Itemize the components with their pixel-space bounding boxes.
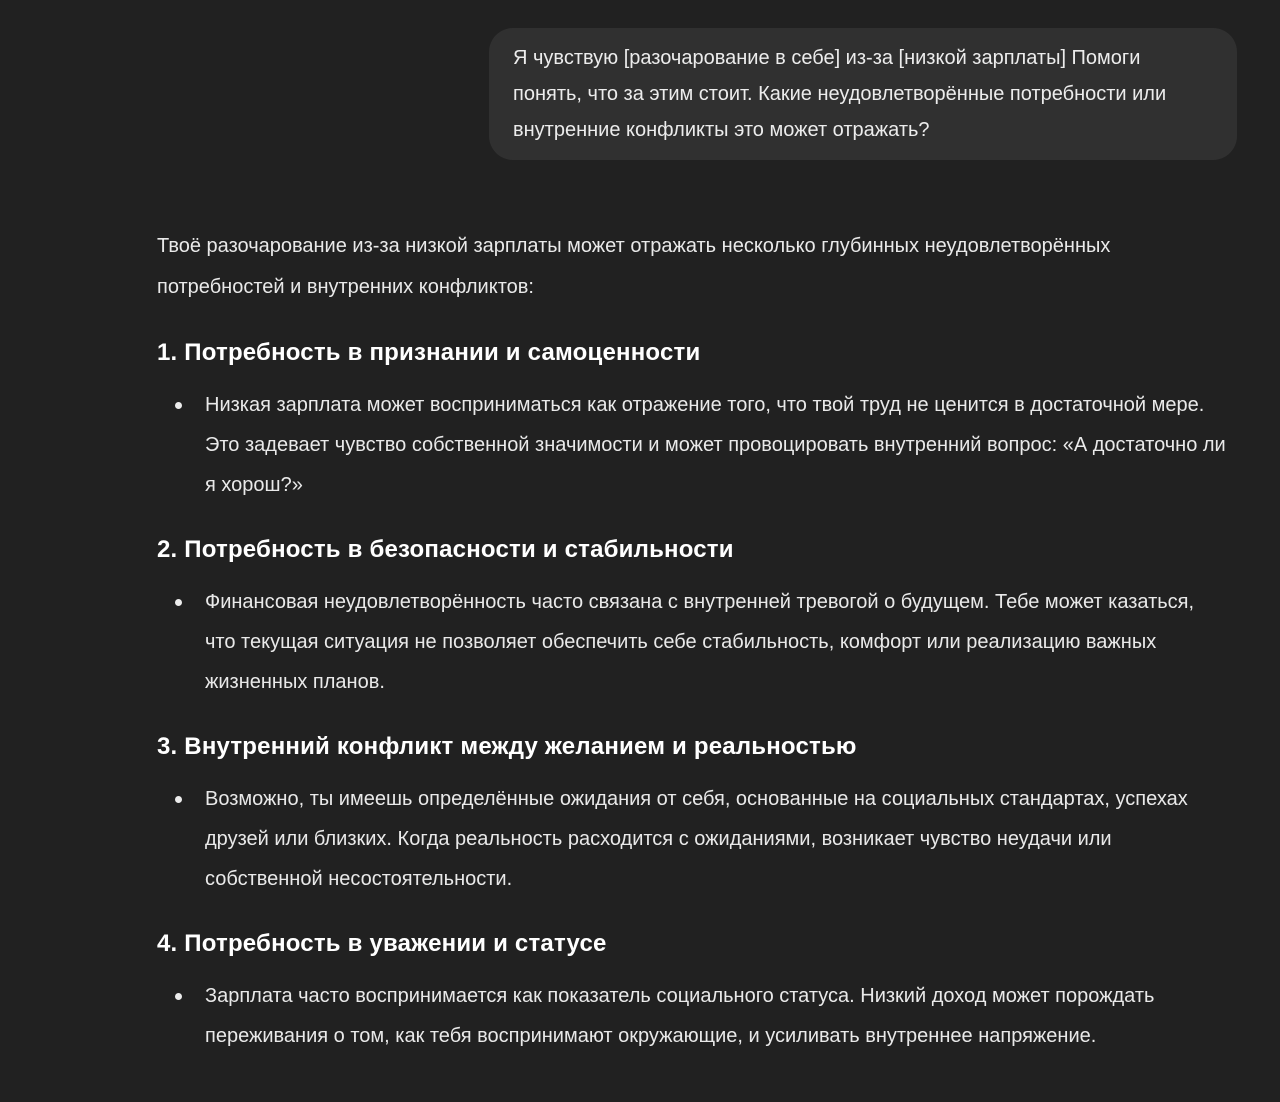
bullet-dot-icon xyxy=(175,599,182,606)
section-heading: 2. Потребность в безопасности и стабильности xyxy=(157,536,734,563)
bullet-list xyxy=(157,582,1230,702)
user-message-text: Я чувствую [разочарование в себе] из-за [низкой зарплаты] Помоги понять, что за этим стоит. Какие неудовлетворённые потребности или внутренние конфликты это может отражать? xyxy=(513,47,1167,141)
list-item xyxy=(157,385,1230,505)
bullet-list xyxy=(157,779,1230,899)
section-security xyxy=(157,534,1230,702)
list-item-text: Зарплата часто воспринимается как показатель социального статуса. Низкий доход может порождать переживания о том, как тебя воспринимают окружающие, и усиливать внутреннее напряжение. xyxy=(205,985,1155,1047)
user-message-row xyxy=(0,0,1280,160)
section-heading: 1. Потребность в признании и самоценности xyxy=(157,339,701,366)
user-message-bubble xyxy=(489,28,1237,160)
section-inner-conflict xyxy=(157,731,1230,899)
list-item-text: Низкая зарплата может восприниматься как отражение того, что твой труд не ценится в достаточной мере. Это задевает чувство собственной значимости и может провоцировать внутренний вопрос: «А достаточно ли я хорош?» xyxy=(205,394,1226,496)
bullet-list xyxy=(157,976,1230,1056)
bullet-dot-icon xyxy=(175,796,182,803)
section-heading: 4. Потребность в уважении и статусе xyxy=(157,930,607,957)
section-recognition xyxy=(157,337,1230,505)
section-heading: 3. Внутренний конфликт между желанием и реальностью xyxy=(157,733,857,760)
bullet-list xyxy=(157,385,1230,505)
list-item xyxy=(157,582,1230,702)
bullet-dot-icon xyxy=(175,993,182,1000)
section-respect-status xyxy=(157,928,1230,1056)
list-item-text: Финансовая неудовлетворённость часто связана с внутренней тревогой о будущем. Тебе может казаться, что текущая ситуация не позволяет обеспечить себе стабильность, комфорт или реализацию важных жизненных планов. xyxy=(205,591,1195,693)
list-item-text: Возможно, ты имеешь определённые ожидания от себя, основанные на социальных стандартах, успехах друзей или близких. Когда реальность расходится с ожиданиями, возникает чувство неудачи или собственной несостоятельности. xyxy=(205,788,1188,890)
list-item xyxy=(157,779,1230,899)
assistant-intro-paragraph: Твоё разочарование из-за низкой зарплаты может отражать несколько глубинных неудовлетворённых потребностей и внутренних конфликтов: xyxy=(157,235,1111,298)
bullet-dot-icon xyxy=(175,402,182,409)
assistant-message xyxy=(157,226,1230,1056)
list-item xyxy=(157,976,1230,1056)
